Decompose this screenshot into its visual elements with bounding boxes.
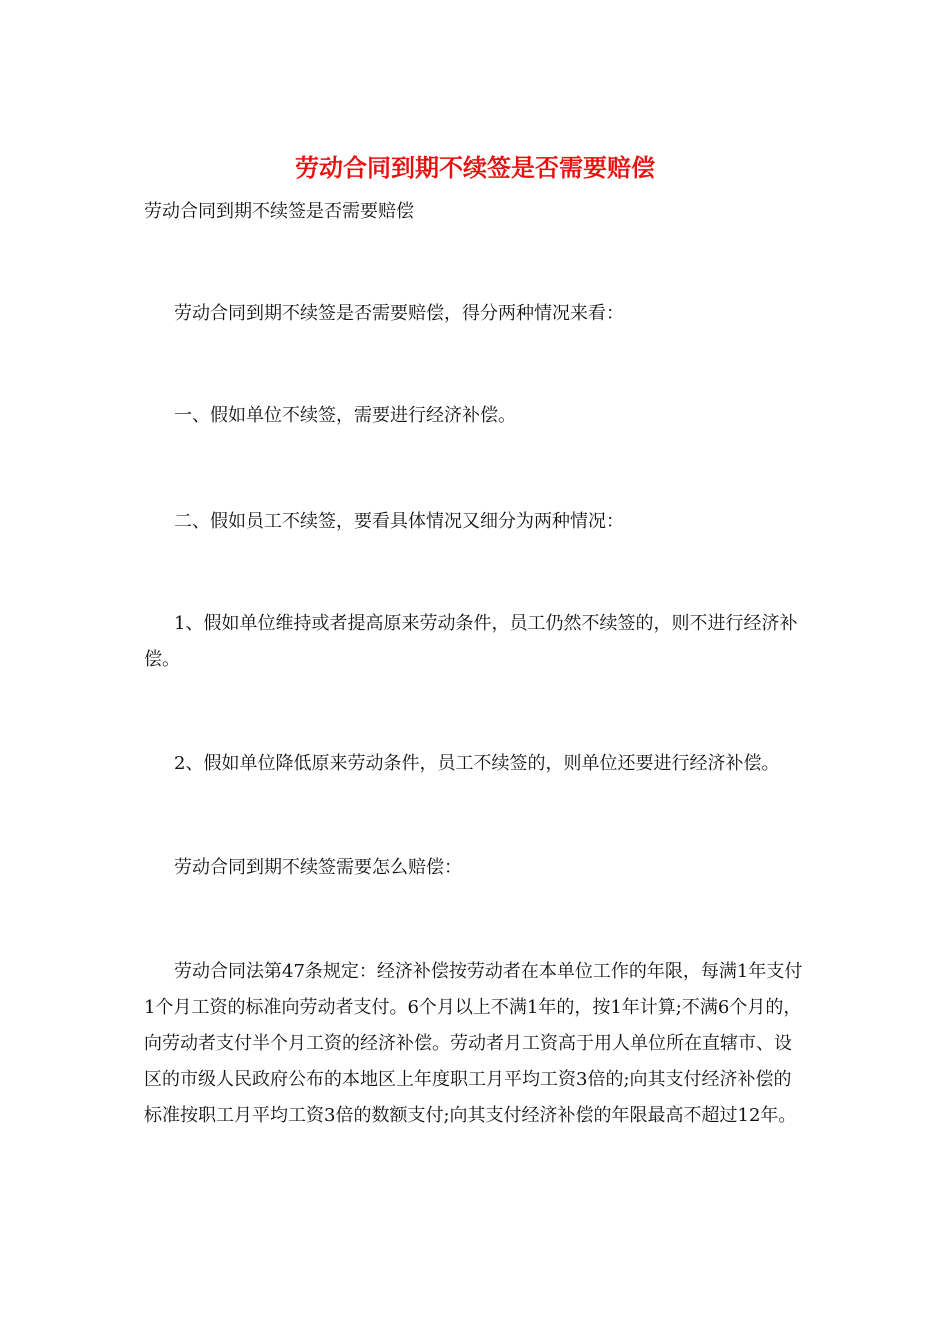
document-subtitle: 劳动合同到期不续签是否需要赔偿 (144, 201, 414, 222)
paragraph-employee-not-renew: 二、假如员工不续签，要看具体情况又细分为两种情况： (174, 511, 624, 532)
paragraph-case-1: 1、假如单位维持或者提高原来劳动条件，员工仍然不续签的，则不进行经济补偿。 (144, 613, 798, 670)
paragraph-article-47: 劳动合同法第47条规定：经济补偿按劳动者在本单位工作的年限，每满1年支付1个月工资的标准向劳动者支付。6个月以上不满1年的，按1年计算;不满6个月的，向劳动者支付半个月工资的经济补偿。劳动者月工资高于用人单位所在直辖市、设区的市级人民政府公布的本地区上年度职工月平均工资3倍的;向其支付经济补偿的标准按职工月平均工资3倍的数额支付;向其支付经济补偿的年限最高不超过12年。 (144, 961, 803, 1126)
paragraph-intro: 劳动合同到期不续签是否需要赔偿，得分两种情况来看： (174, 303, 624, 324)
paragraph-case-2: 2、假如单位降低原来劳动条件，员工不续签的，则单位还要进行经济补偿。 (174, 753, 780, 774)
document-title: 劳动合同到期不续签是否需要赔偿 (295, 154, 655, 182)
paragraph-employer-not-renew: 一、假如单位不续签，需要进行经济补偿。 (174, 405, 516, 426)
paragraph-how-to-compensate: 劳动合同到期不续签需要怎么赔偿： (174, 857, 462, 878)
